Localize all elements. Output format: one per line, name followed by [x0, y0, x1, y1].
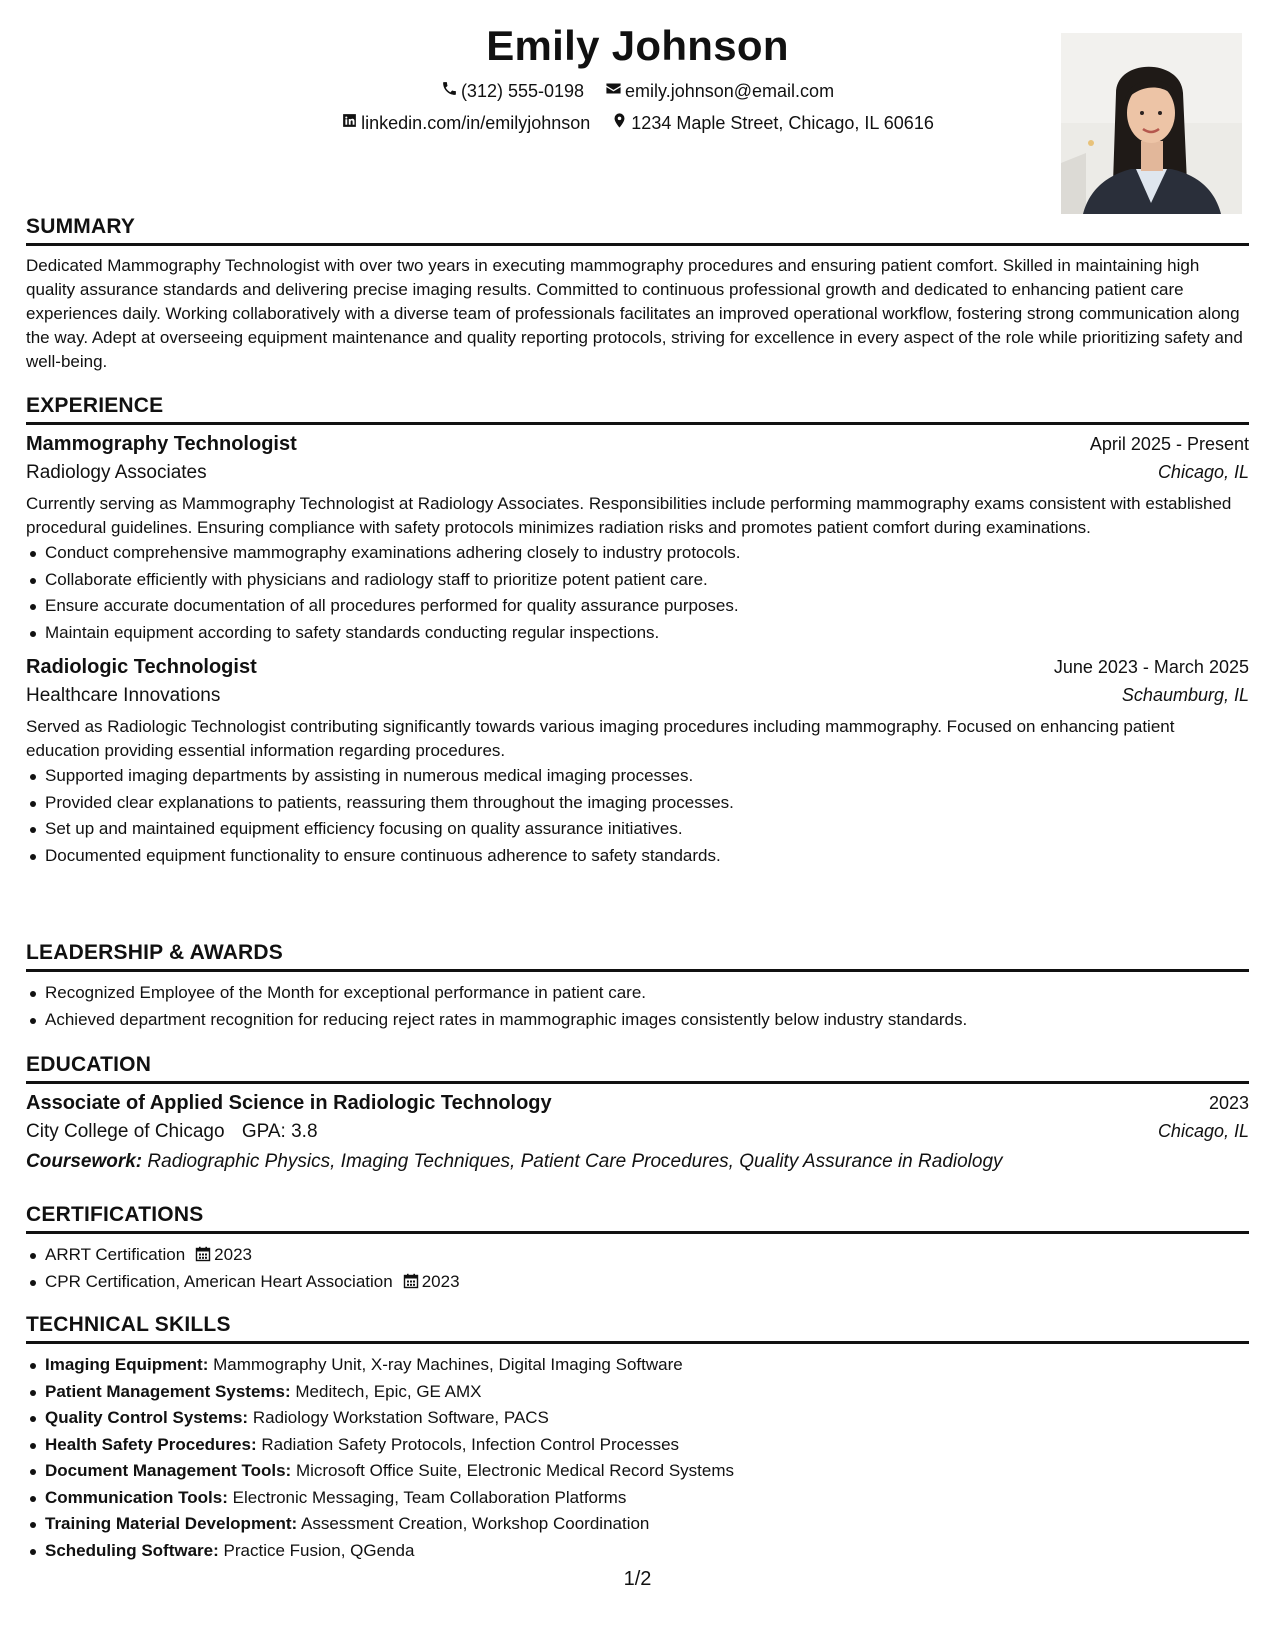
job-description: Served as Radiologic Technologist contributing significantly towards various imaging procedures including mammography. Focused on enhancing patient education providing essential information regarding procedures. — [26, 717, 1175, 760]
list-item — [26, 1538, 1249, 1565]
summary-heading: SUMMARY — [26, 215, 1249, 246]
list-item: Collaborate efficiently with physicians and radiology staff to prioritize potent patient care. — [26, 567, 1249, 594]
skill-category: Health Safety Procedures: — [45, 1434, 257, 1454]
skill-category: Training Material Development: — [45, 1514, 298, 1533]
skill-values: Radiology Workstation Software, PACS — [252, 1408, 549, 1427]
leadership-section — [26, 941, 1249, 1033]
certification-name: ARRT Certification — [45, 1245, 186, 1264]
certifications-list — [26, 1242, 1249, 1295]
leadership-list — [26, 980, 1249, 1033]
calendar-icon — [403, 1271, 419, 1287]
graduation-year: 2023 — [1208, 1093, 1249, 1113]
summary-section — [26, 215, 1249, 374]
education-section — [26, 1053, 1249, 1173]
phone-number: (312) 555-0198 — [460, 80, 585, 101]
job-entry — [26, 656, 1249, 869]
experience-section — [26, 394, 1249, 869]
job-dates: June 2023 - March 2025 — [1053, 657, 1249, 677]
job-title: Mammography Technologist — [26, 433, 297, 455]
skill-category: Scheduling Software: — [45, 1540, 219, 1560]
job-dates: April 2025 - Present — [1089, 434, 1249, 454]
job-description: Currently serving as Mammography Technologist at Radiology Associates. Responsibilities include performing mammography exams consistent with established procedural guidelines. Ensuring compliance with safety protocols minimizes radiation risks and promotes patient comfort during examinations. — [26, 494, 1232, 537]
experience-heading: EXPERIENCE — [26, 394, 1249, 425]
school-info — [26, 1121, 318, 1143]
list-item — [26, 1458, 1249, 1485]
list-item — [26, 1511, 1249, 1538]
candidate-name: Emily Johnson — [486, 22, 789, 69]
coursework-list: Radiographic Physics, Imaging Techniques, Patient Care Procedures, Quality Assurance in Radiology — [147, 1151, 1003, 1172]
skill-values: Assessment Creation, Workshop Coordination — [301, 1514, 650, 1533]
resume-page — [26, 0, 1249, 1650]
school-name: City College of Chicago — [26, 1121, 225, 1142]
envelope-icon — [605, 80, 625, 102]
certification-name: CPR Certification, American Heart Association — [45, 1271, 393, 1291]
list-item — [26, 1269, 1249, 1296]
list-item: Supported imaging departments by assisting in numerous medical imaging processes. — [26, 763, 1249, 790]
list-item — [26, 1379, 1249, 1406]
skill-values: Electronic Messaging, Team Collaboration Platforms — [232, 1487, 627, 1507]
email-address[interactable]: emily.johnson@email.com — [625, 80, 835, 101]
resume-header — [26, 0, 1249, 215]
certifications-heading: CERTIFICATIONS — [26, 1203, 1249, 1234]
address-contact — [611, 112, 934, 134]
skill-values: Mammography Unit, X-ray Machines, Digital Imaging Software — [213, 1355, 683, 1374]
coursework-label: Coursework: — [26, 1151, 143, 1172]
page-number: 1/2 — [623, 1568, 652, 1590]
skills-section — [26, 1313, 1249, 1564]
calendar-icon — [195, 1244, 211, 1260]
email-contact[interactable] — [605, 80, 834, 102]
skills-list — [26, 1352, 1249, 1564]
skill-category: Document Management Tools: — [45, 1461, 292, 1480]
skill-category: Imaging Equipment: — [45, 1355, 209, 1374]
leadership-heading: LEADERSHIP & AWARDS — [26, 941, 1249, 972]
list-item: Documented equipment functionality to ensure continuous adherence to safety standards. — [26, 843, 1249, 870]
certification-year: 2023 — [421, 1271, 460, 1291]
education-heading: EDUCATION — [26, 1053, 1249, 1084]
skill-values: Radiation Safety Protocols, Infection Control Processes — [261, 1434, 680, 1454]
list-item — [26, 1485, 1249, 1512]
certifications-section — [26, 1203, 1249, 1295]
job-company: Radiology Associates — [26, 462, 207, 483]
skill-category: Patient Management Systems: — [45, 1381, 291, 1401]
phone-contact — [441, 80, 584, 102]
job-location: Chicago, IL — [1157, 462, 1249, 482]
summary-text: Dedicated Mammography Technologist with over two years in executing mammography procedures and ensuring patient comfort. Skilled in maintaining high quality assurance standards and delivering precise imaging results. Committed to continuous professional growth and dedicated to enhancing patient care experiences daily. Working collaboratively with a diverse team of professionals facilitates an improved operational workflow, fostering strong communication along the way. Adept at overseeing equipment maintenance and quality reporting protocols, striving for excellence in every aspect of the role while prioritizing safety and well-being. — [26, 256, 1243, 371]
skill-values: Microsoft Office Suite, Electronic Medical Record Systems — [295, 1461, 734, 1480]
job-bullets — [26, 763, 1249, 869]
skill-category: Quality Control Systems: — [45, 1408, 249, 1427]
list-item: Set up and maintained equipment efficiency focusing on quality assurance initiatives. — [26, 816, 1249, 843]
gpa: GPA: 3.8 — [241, 1121, 318, 1142]
list-item: Achieved department recognition for reducing reject rates in mammographic images consistently below industry standards. — [26, 1007, 1249, 1034]
list-item — [26, 1405, 1249, 1432]
linkedin-url[interactable]: linkedin.com/in/emilyjohnson — [361, 112, 591, 133]
linkedin-contact[interactable] — [341, 112, 590, 134]
skill-values: Practice Fusion, QGenda — [223, 1540, 415, 1560]
linkedin-icon — [341, 112, 361, 134]
certification-year: 2023 — [214, 1245, 252, 1264]
list-item: Provided clear explanations to patients, reassuring them throughout the imaging processes. — [26, 790, 1249, 817]
map-pin-icon — [611, 112, 631, 134]
profile-photo — [1061, 33, 1242, 214]
skill-category: Communication Tools: — [45, 1487, 228, 1507]
skill-values: Meditech, Epic, GE AMX — [295, 1381, 482, 1401]
list-item: Maintain equipment according to safety standards conducting regular inspections. — [26, 620, 1249, 647]
list-item — [26, 1352, 1249, 1379]
list-item — [26, 1242, 1249, 1269]
job-location: Schaumburg, IL — [1121, 685, 1249, 705]
job-title: Radiologic Technologist — [26, 656, 257, 678]
home-address: 1234 Maple Street, Chicago, IL 60616 — [631, 112, 934, 133]
job-company: Healthcare Innovations — [26, 685, 221, 706]
job-entry — [26, 433, 1249, 646]
list-item: Conduct comprehensive mammography examinations adhering closely to industry protocols. — [26, 540, 1249, 567]
school-location: Chicago, IL — [1157, 1121, 1249, 1141]
degree-title: Associate of Applied Science in Radiologic Technology — [26, 1092, 552, 1114]
job-bullets — [26, 540, 1249, 646]
coursework — [26, 1151, 1249, 1173]
list-item: Recognized Employee of the Month for exceptional performance in patient care. — [26, 980, 1249, 1007]
list-item — [26, 1432, 1249, 1459]
skills-heading: TECHNICAL SKILLS — [26, 1313, 1249, 1344]
phone-icon — [441, 80, 461, 102]
list-item: Ensure accurate documentation of all procedures performed for quality assurance purposes. — [26, 593, 1249, 620]
